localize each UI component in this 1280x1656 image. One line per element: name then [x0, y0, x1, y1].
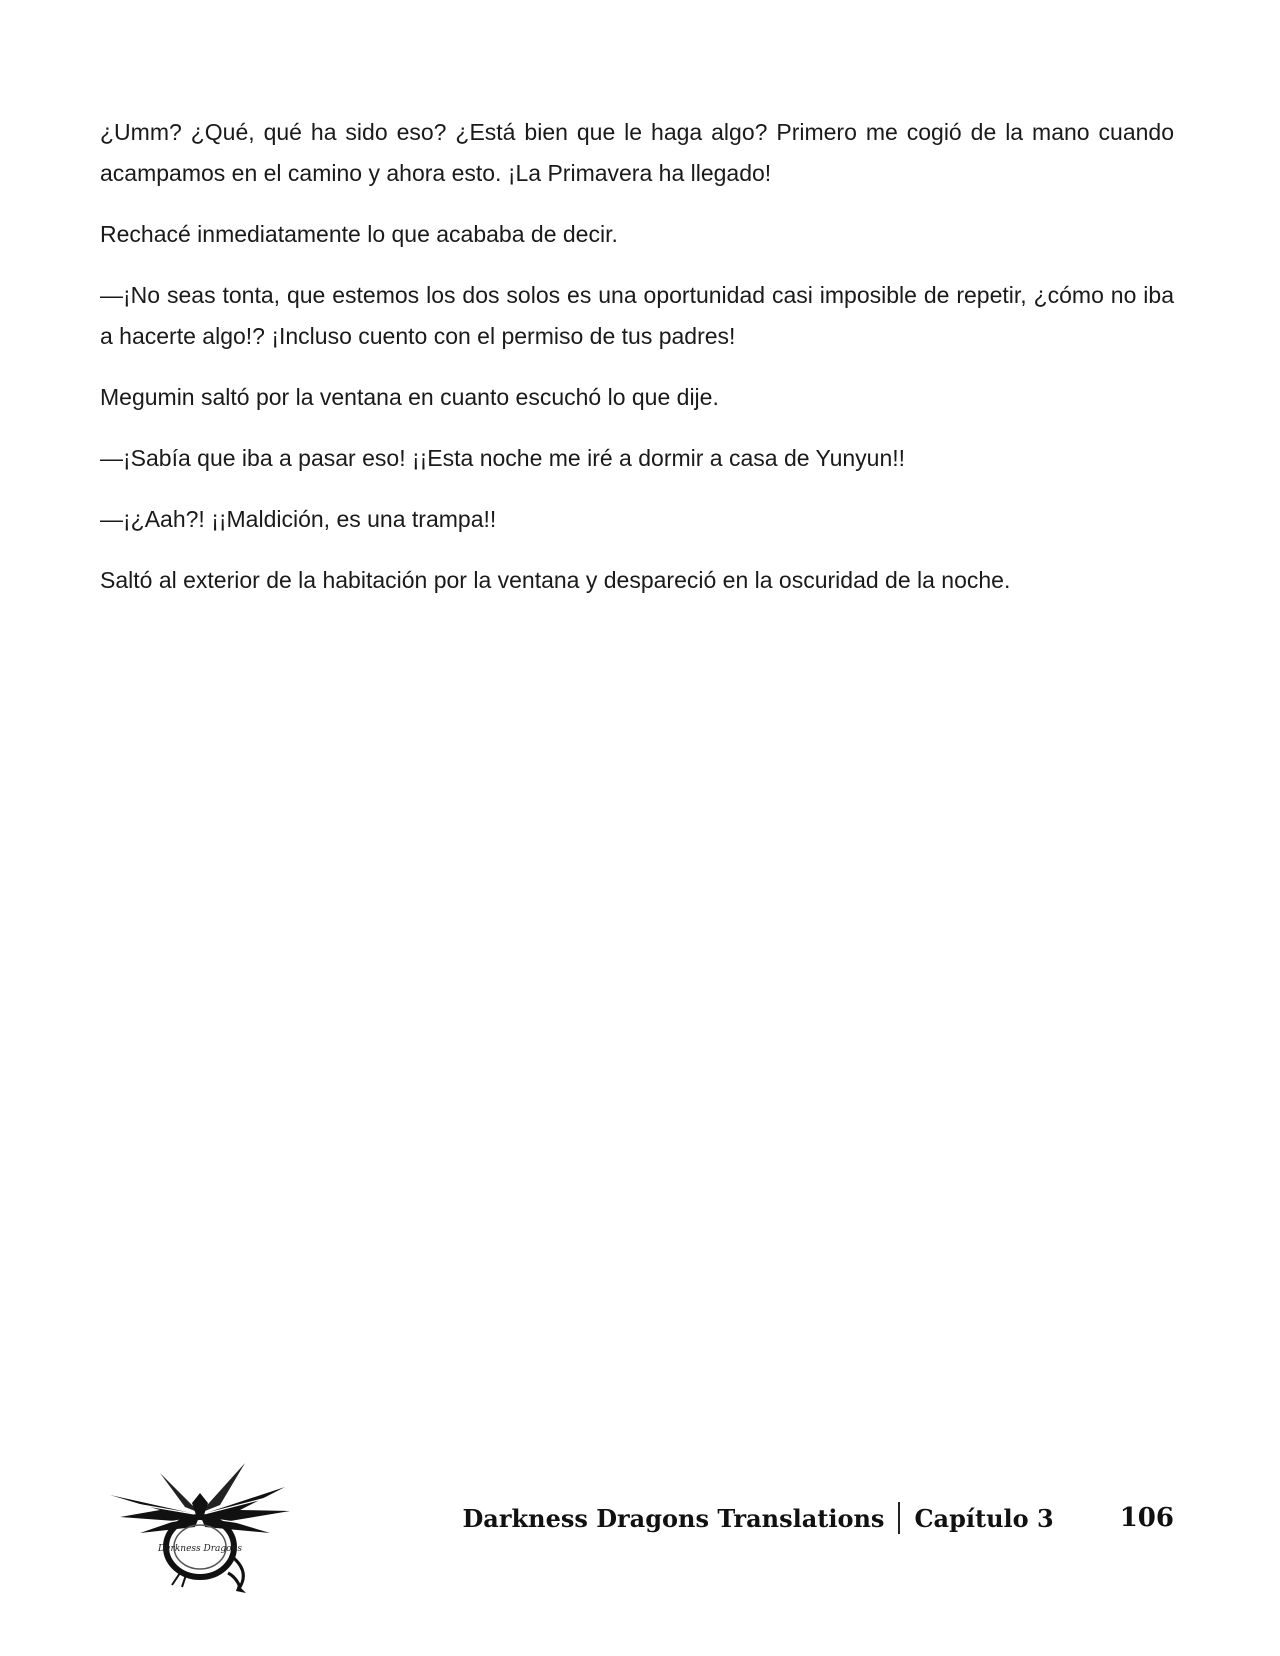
dragon-logo-icon [100, 1455, 300, 1595]
group-name: Darkness Dragons Translations [462, 1503, 885, 1533]
paragraph-3: —¡No seas tonta, que estemos los dos solos es una oportunidad casi imposible de repetir, ¿cómo no iba a hacerte algo!? ¡Incluso cuento con el permiso de tus padres! [100, 282, 1174, 349]
footer-caption [462, 1502, 1174, 1534]
paragraph-1: ¿Umm? ¿Qué, qué ha sido eso? ¿Está bien que le haga algo? Primero me cogió de la mano cuando acampamos en el camino y ahora esto. ¡La Primavera ha llegado! [100, 119, 1174, 186]
page-number: 106 [1119, 1503, 1174, 1533]
footer-separator [898, 1502, 900, 1534]
paragraph-6: —¡¿Aah?! ¡¡Maldición, es una trampa!! [100, 506, 497, 532]
paragraph-7: Saltó al exterior de la habitación por la ventana y despareció en la oscuridad de la noche. [100, 567, 1011, 593]
logo-text: Darkness Dragons [157, 1544, 243, 1554]
page-footer [100, 1440, 1174, 1590]
paragraph-5: —¡Sabía que iba a pasar eso! ¡¡Esta noche me iré a dormir a casa de Yunyun!! [100, 445, 906, 471]
body-text [100, 112, 1174, 621]
paragraph-2: Rechacé inmediatamente lo que acababa de decir. [100, 221, 618, 247]
chapter-label: Capítulo 3 [914, 1503, 1054, 1533]
paragraph-4: Megumin saltó por la ventana en cuanto escuchó lo que dije. [100, 384, 719, 410]
